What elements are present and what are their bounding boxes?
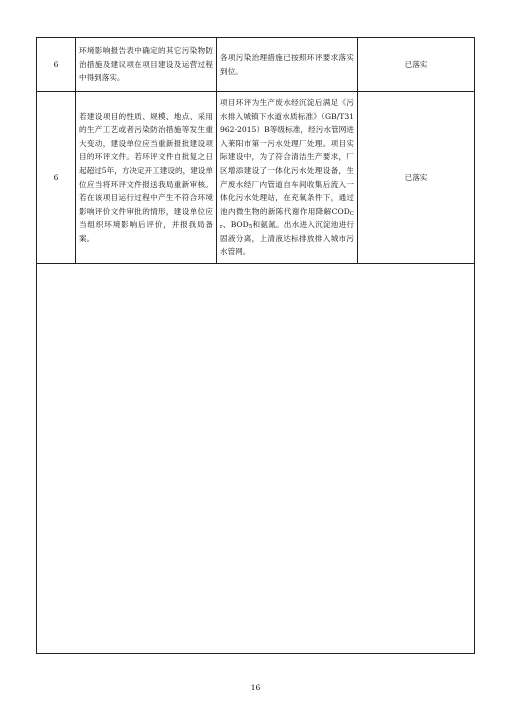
row-number: 6 [37, 92, 76, 264]
requirement-text: 环境影响报告表中确定的其它污染物防治措施及建议项在项目建设及运营过程中得到落实。 [76, 38, 217, 92]
implementation-text: 各项污染治理措施已按照环评要求落实到位。 [217, 38, 358, 92]
cod-subscript: Cr [220, 210, 354, 231]
implementation-text-part: 和氨氮。出水进入沉淀池进行固液分离，上清液达标排放排入城市污水管网。 [220, 220, 355, 257]
status-text: 已落实 [358, 38, 475, 92]
table-row [37, 38, 475, 92]
implementation-text [217, 92, 358, 264]
implementation-text-part: 、BOD [222, 220, 249, 230]
requirements-table [36, 37, 475, 264]
bod-subscript: 5 [248, 224, 253, 231]
status-text: 已落实 [358, 92, 475, 264]
requirement-text: 若建设项目的性质、规模、地点、采用的生产工艺或者污染防治措施等发生重大变动，建设单位应当重新报批建设项目的环评文件。若环评文件自批复之日起超过5年，方决定开工建设的，建设单位应当将环评文件报送我局重新审核。若在该项目运行过程中产生不符合环境影响评价文件审批的情形，建设单位应当组织环境影响后评价，并报我局备案。 [76, 92, 217, 264]
page-number: 16 [250, 683, 261, 692]
table-row [37, 92, 475, 264]
implementation-text-part: 项目环评为生产废水经沉淀后满足《污水排入城镇下水道水质标准》（GB/T31962-2015）B等级标准，经污水管网进入莱阳市第一污水处理厂处理。项目实际建设中，为了符合清洁生产要求，厂区增添建设了一体化污水处理设备，生产废水经厂内管道自车间收集后流入一体化污水处理站，在充氧条件下，通过池内微生物的新陈代谢作用降解COD [220, 97, 354, 216]
row-number: 6 [37, 38, 76, 92]
